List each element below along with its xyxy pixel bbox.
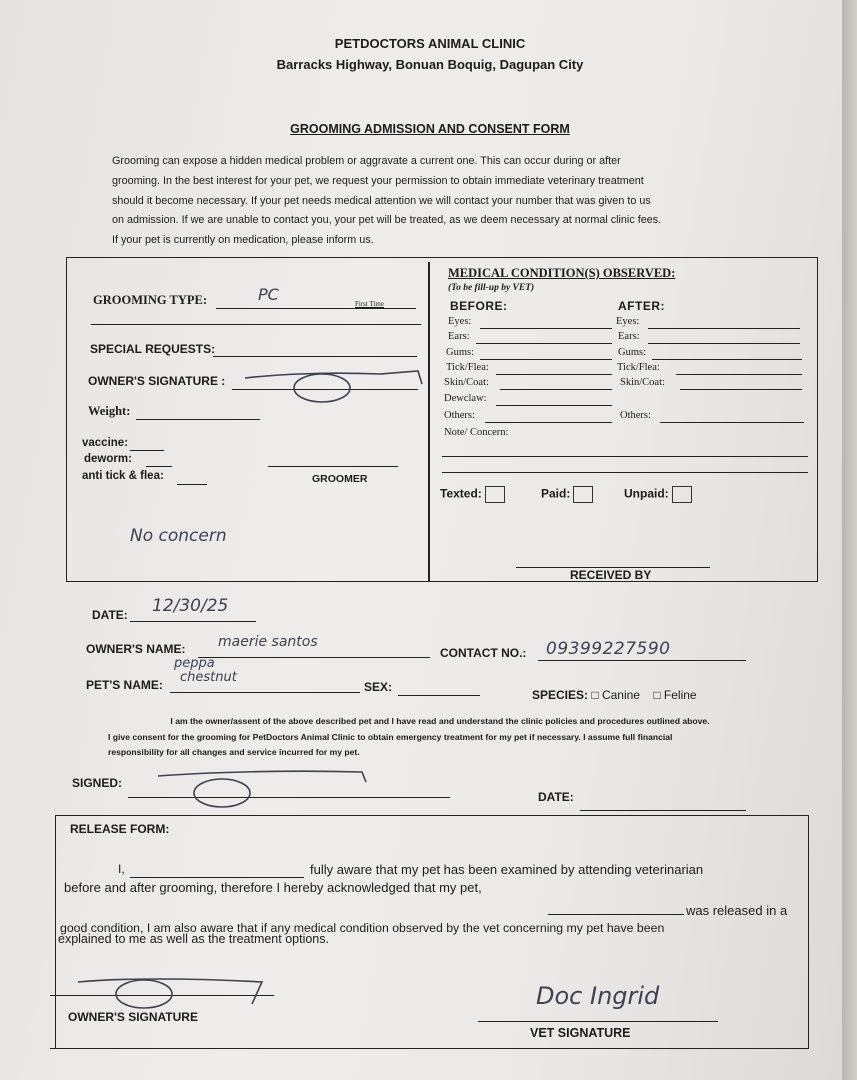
release-line-2-end: was released in a [686,903,788,918]
texted-label: Texted: [440,486,482,501]
before-eyes-line [480,328,612,329]
before-skin-coat: Skin/Coat: [444,377,489,388]
paid-checkbox[interactable] [573,486,593,503]
date-value[interactable]: 12/30/25 [152,596,229,616]
after-gums: Gums: [618,347,647,358]
canine-checkbox-icon: □ [591,688,599,702]
species-option-feline[interactable]: □ Feline [653,688,697,702]
release-pet-line [548,914,684,915]
release-line-4: explained to me as well as the treatment options. [58,932,329,946]
special-requests-label: SPECIAL REQUESTS: [90,342,216,356]
species-field [532,688,697,702]
after-eyes-line [648,328,800,329]
intro-line: Grooming can expose a hidden medical problem or aggravate a current one. This can occur during or after [112,155,621,167]
grooming-type-line [216,308,416,309]
before-dewclaw-line [496,405,612,406]
before-others: Others: [444,410,475,421]
first-time-label: First Time [355,300,384,308]
consent-line-1: I am the owner/assent of the above described pet and I have read and understand the clinic policies and procedures outlined above. [170,716,710,726]
medical-subtitle: (To be fill-up by VET) [448,283,535,293]
texted-checkbox[interactable] [485,486,505,503]
unpaid-checkbox[interactable] [672,486,692,503]
before-tick-line [496,374,612,375]
pet-name-value-1[interactable]: peppa [174,656,215,671]
before-ears: Ears: [448,331,470,342]
after-label: AFTER: [618,299,665,313]
pet-name-line [170,692,360,693]
note-line-1 [442,456,808,457]
received-by-label: RECEIVED BY [570,568,652,582]
after-ears: Ears: [618,331,640,342]
note-line-2 [442,472,808,473]
paid-field [541,486,593,503]
before-gums-line [480,359,612,360]
after-eyes: Eyes: [616,316,640,327]
after-gums-line [652,359,802,360]
deworm-label: deworm: [84,453,132,465]
date-line [130,621,256,622]
vaccine-label: vaccine: [82,437,129,449]
medical-title: MEDICAL CONDITION(S) OBSERVED: [448,266,676,280]
after-skin-line [680,389,802,390]
sex-line [398,695,480,696]
date-label: DATE: [92,608,128,622]
deworm-line [146,466,172,467]
weight-label: Weight: [88,404,131,418]
unpaid-label: Unpaid: [624,486,669,501]
release-line-2: before and after grooming, therefore I hereby acknowledged that my pet, [64,880,482,895]
clinic-address: Barracks Highway, Bonuan Boquig, Dagupan City [276,57,584,72]
signed-scribble-icon [150,762,380,814]
before-others-line [485,422,612,423]
unpaid-field [624,486,692,503]
sex-label: SEX: [364,680,393,694]
anti-tick-line [177,484,207,485]
release-i-label: I, [118,862,125,876]
vet-signature-value[interactable]: Doc Ingrid [536,982,660,1010]
owner-signature-label: OWNER'S SIGNATURE : [88,374,226,388]
special-requests-line [213,356,417,357]
grooming-type-value[interactable]: PC [258,285,279,304]
vet-signature-line [478,1021,718,1022]
after-others-line [660,422,804,423]
before-eyes: Eyes: [448,316,472,327]
owner-name-value[interactable]: maerie santos [218,634,318,650]
groomer-line [268,466,398,467]
owner-name-label: OWNER'S NAME: [86,642,186,656]
pet-name-label: PET'S NAME: [86,678,163,692]
feline-checkbox-icon: □ [653,688,661,702]
before-ears-line [476,343,612,344]
grooming-type-label: GROOMING TYPE: [93,293,208,307]
after-skin-coat: Skin/Coat: [620,377,665,388]
before-gums: Gums: [446,347,475,358]
intro-line: should it become necessary. If your pet needs medical attention we will contact your number that was given to us [112,194,651,207]
column-divider [428,262,430,582]
form-title: GROOMING ADMISSION AND CONSENT FORM [290,122,570,136]
signed-label: SIGNED: [72,776,123,790]
after-ears-line [648,343,800,344]
owner-signature-scribble-icon [240,360,430,410]
release-line-1: fully aware that my pet has been examined by attending veterinarian [310,862,704,877]
weight-line [136,419,260,420]
texted-field [440,486,505,503]
release-bottom-line [50,1048,808,1049]
consent-line-2: I give consent for the grooming for PetDoctors Animal Clinic to obtain emergency treatment for my pet if necessary. I assume full financial [108,732,673,742]
contact-line [538,660,746,661]
anti-tick-label: anti tick & flea: [82,470,164,482]
signed-date-line [580,810,746,811]
species-label: SPECIES: [532,688,589,702]
before-tick-flea: Tick/Flea: [446,362,489,373]
consent-line-3: responsibility for all changes and service incurred for my pet. [108,747,360,757]
paper-edge-shadow [842,0,857,1080]
after-others: Others: [620,410,651,421]
grooming-line-2 [91,324,421,325]
after-tick-line [676,374,802,375]
note-value[interactable]: No concern [130,526,227,546]
species-option-canine[interactable]: □ Canine [591,688,640,702]
after-tick-flea: Tick/Flea: [617,362,660,373]
vet-signature-label: VET SIGNATURE [530,1026,631,1040]
paid-label: Paid: [541,486,571,501]
before-skin-line [500,389,612,390]
intro-line: grooming. In the best interest for your pet, we request your permission to obtain immediate veterinary treatment [112,174,644,187]
signed-date-label: DATE: [538,790,574,804]
contact-value[interactable]: 09399227590 [546,639,671,659]
release-name-line [130,877,304,878]
before-dewclaw: Dewclaw: [444,393,487,404]
release-line-3: good condition, I am also aware that if any medical condition observed by the vet concerning my pet have been [60,921,665,935]
before-label: BEFORE: [450,299,508,313]
intro-line: If your pet is currently on medication, please inform us. [112,234,374,247]
release-title: RELEASE FORM: [70,822,170,836]
vaccine-line [130,450,164,451]
groomer-label: GROOMER [312,473,368,485]
clinic-name: PETDOCTORS ANIMAL CLINIC [334,36,526,51]
note-concern-label: Note/ Concern: [444,427,509,438]
intro-paragraph [112,152,772,251]
intro-line: on admission. If we are unable to contact you, your pet will be treated, as we deem necessary at normal clinic fees. [112,214,662,227]
release-owner-signature-label: OWNER'S SIGNATURE [68,1010,198,1024]
pet-name-value-2[interactable]: chestnut [180,670,237,685]
owner-name-line [198,657,430,658]
contact-label: CONTACT NO.: [440,646,527,660]
